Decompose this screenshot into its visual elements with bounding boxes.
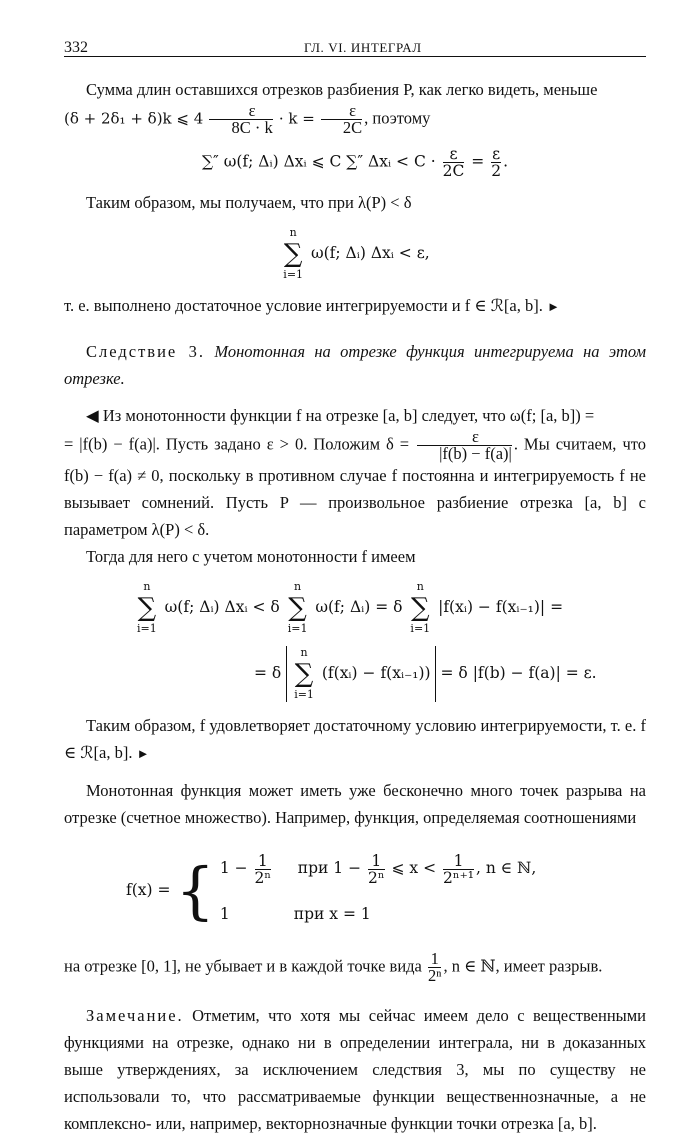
paragraph-1 xyxy=(64,76,646,136)
paragraph-6: на отрезке [0, 1], не убывает и в каждой точке вида $\frac{1}{\text{2ⁿ}}$ , n ∈ ℕ, имеет разрыв. xyxy=(64,949,603,985)
paragraph-5: Монотонная функция может иметь уже бесконечно много точек разрыва на отрезке (счетное множество). Например, функция, определяемая соотношениями xyxy=(64,781,646,827)
remark-text: Отметим, что хотя мы сейчас имеем дело с вещественными функциями на отрезке, однако ни в определении интеграла, ни в доказанных выше утверждениях, за исключением следствия 3, мы по существу не использовали то, что рассматриваемые функции вещественнозначные, а не комплексно- или, например, векторнозначные функции точки отрезка [a, b]. xyxy=(64,1006,647,1133)
paragraph-1-line-1: Сумма длин оставшихся отрезков разбиения P, как легко видеть, меньше xyxy=(86,80,598,99)
case-1: 1 − $\frac{1}{\text{2ⁿ}}$ при 1 − $\frac{1}{\text{2ⁿ}}$ ⩽ x < $\frac{1}{\text{2ⁿ⁺¹}}$ , n ∈ ℕ, xyxy=(219,851,537,887)
fraction: $\frac{\varepsilon}{2C}$ xyxy=(442,145,465,180)
fraction: $\frac{\varepsilon}{|f(b) - f(a)|}$ xyxy=(417,429,512,462)
page-number: 332 xyxy=(64,39,88,56)
display-equation-2: n ∑ i=1 ω(f; Δᵢ) Δxᵢ < ε, xyxy=(283,226,430,281)
proof-continuation: Тогда для него с учетом монотонности f имеем xyxy=(86,547,416,566)
case-2: 1 при x = 1 xyxy=(219,905,371,923)
fraction: $\frac{\varepsilon}{2}$ xyxy=(491,145,502,180)
chapter-title: ГЛ. VI. ИНТЕГРАЛ xyxy=(304,40,422,55)
display-equation-3-line-1: n ∑ i=1 ω(f; Δᵢ) Δxᵢ < δ n ∑ i=1 ω(f; Δᵢ) = δ n ∑ i=1 |f(xᵢ) − f(xᵢ₋₁)| = xyxy=(137,580,564,635)
page-body xyxy=(64,76,646,1137)
paragraph-3: т. е. выполнено достаточное условие интегрируемости и f ∈ ℛ[a, b]. ► xyxy=(64,296,560,315)
end-of-proof-marker: ► xyxy=(546,299,560,314)
paragraph-4: Таким образом, f удовлетворяет достаточному условию интегрируемости, т. е. f ∈ ℛ[a, b]. ► xyxy=(64,716,646,762)
corollary-3 xyxy=(64,338,646,392)
proof-paragraph: ◀ Из монотонности функции f на отрезке [a, b] следует, что ω(f; [a, b]) = = |f(b) − f(a)|. Пусть задано ε > 0. Положим δ = $\frac{\varepsilon}{|f(b) - f(a)|}$ . Мы считаем, что f(b) − f(a) ≠ 0, поскольку в противном случае f постоянна и интегрируемость f не вызывает сомнений. Пусть P — произвольное разбиение отрезка [a, b] с параметром λ(P) < δ. xyxy=(64,406,646,539)
corollary-label: Следствие 3. xyxy=(86,342,205,361)
paragraph-1-tail: , поэтому xyxy=(364,108,431,128)
remark-label: Замечание. xyxy=(86,1006,184,1025)
formula-inline: (δ + 2δ₁ + δ)k ⩽ 4 xyxy=(64,109,204,128)
display-equation-3-line-2: = δ n ∑ i=1 (f(xᵢ) − f(xᵢ₋₁)) = δ |f(b) − f(a)| = ε. xyxy=(254,646,597,701)
left-brace: { xyxy=(175,854,215,927)
sum-symbol: n ∑ i=1 xyxy=(283,226,304,281)
corollary-statement: Монотонная на отрезке функция интегрируема на этом отрезке. xyxy=(64,342,647,388)
display-equation-4: f(x) = { 1 − $\frac{1}{\text{2ⁿ}}$ при 1 − $\frac{1}{\text{2ⁿ}}$ ⩽ x < $\frac{1}{\text{2ⁿ⁺¹}}$ , n ∈ ℕ, 1 при x = 1 xyxy=(126,851,537,927)
fraction: $\frac{\varepsilon}{8C \cdot k}$ xyxy=(209,103,272,136)
display-equation-1: ∑″ ω(f; Δᵢ) Δxᵢ ⩽ C ∑″ Δxᵢ < C · $\frac{\varepsilon}{2C}$ = $\frac{\varepsilon}{2}$ . xyxy=(201,145,509,180)
remark xyxy=(64,1002,646,1137)
running-head xyxy=(64,34,646,57)
fraction: $\frac{\varepsilon}{2C}$ xyxy=(321,103,362,136)
paragraph-2: Таким образом, мы получаем, что при λ(P) < δ xyxy=(86,193,412,212)
formula-inline: · k = xyxy=(278,109,315,128)
end-of-proof-marker: ► xyxy=(136,746,150,761)
